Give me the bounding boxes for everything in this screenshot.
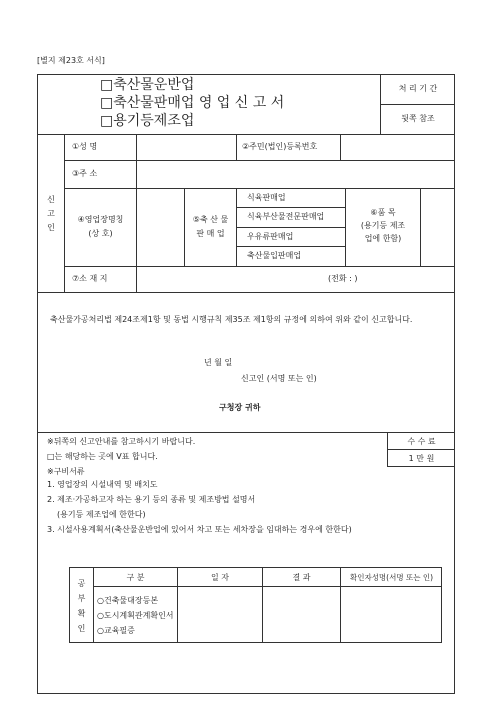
- statement-text: 축산물가공처리법 제24조제1항 및 동법 시행규칙 제35조 제1항의 규정에 의하여 위와 같이 신고합니다.: [50, 315, 413, 324]
- official-side-label: 공 부 확 인: [77, 579, 86, 633]
- docs-title: ※구비서류: [47, 467, 85, 476]
- processing-value: 뒷쪽 참조: [401, 114, 435, 123]
- regno-label: ②주민(법인)등록번호: [242, 142, 318, 151]
- doc-2: 2. 제조·가공하고자 하는 용기 등의 종류 및 제조방법 설명서: [47, 495, 256, 504]
- addressee: 구청장 귀하: [219, 403, 261, 412]
- doc-1: 1. 영업장의 시설내역 및 배치도: [47, 480, 158, 489]
- official-item-1: ○건축물대장등본: [97, 596, 159, 605]
- official-header-category: 구 분: [126, 573, 145, 582]
- official-item-2: ○도시계획관계확인서: [97, 611, 174, 620]
- name-label: ①성 명: [72, 142, 98, 151]
- title-line-1: □축산물운반업: [100, 77, 195, 93]
- official-item-3: ○교육필증: [97, 626, 135, 635]
- signer-line: 신고인 (서명 또는 인): [241, 374, 317, 383]
- items-label: ⑥품 목 (용기등 제조 업에 한함): [360, 208, 406, 243]
- applicant-section-label: 신 고 인: [47, 195, 55, 232]
- address-label: ③주 소: [72, 169, 98, 178]
- processing-label: 처 리 기 간: [398, 84, 438, 93]
- business-name-label: ④영업장명칭 (상 호): [77, 215, 124, 238]
- note-1: ※뒤쪽의 신고안내를 참고하시기 바랍니다.: [47, 437, 196, 446]
- business-type-2: 식육부산물전문판매업: [247, 212, 325, 221]
- title-line-2: □축산물판매업 영 업 신 고 서: [100, 95, 285, 111]
- business-type-3: 우유류판매업: [247, 232, 294, 241]
- form-number: [별지 제23호 서식]: [37, 56, 105, 65]
- doc-2-note: (용기등 제조업에 한한다): [57, 510, 146, 519]
- doc-3: 3. 시설사용계획서(축산물운반업에 있어서 차고 또는 세차장을 임대하는 경우에 한한다): [47, 525, 352, 534]
- business-type-4: 축산물입판매업: [247, 251, 302, 260]
- date-line: 년 월 일: [204, 358, 233, 367]
- business-type-label: ⑤축 산 물 판 매 업: [192, 215, 229, 238]
- phone-label: (전화 : ): [328, 274, 358, 283]
- business-type-1: 식육판매업: [247, 193, 286, 202]
- fee-value: 1 만 원: [408, 454, 435, 463]
- note-2: □는 해당하는 곳에 V표 합니다.: [47, 452, 158, 461]
- location-label: ⑦소 재 지: [72, 274, 108, 283]
- official-header-confirmer: 확인자성명(서명 또는 인): [349, 573, 434, 582]
- fee-label: 수 수 료: [407, 437, 436, 446]
- official-header-date: 일 자: [211, 573, 229, 582]
- official-header-result: 결 과: [292, 573, 311, 582]
- title-line-3: □용기등제조업: [100, 113, 195, 129]
